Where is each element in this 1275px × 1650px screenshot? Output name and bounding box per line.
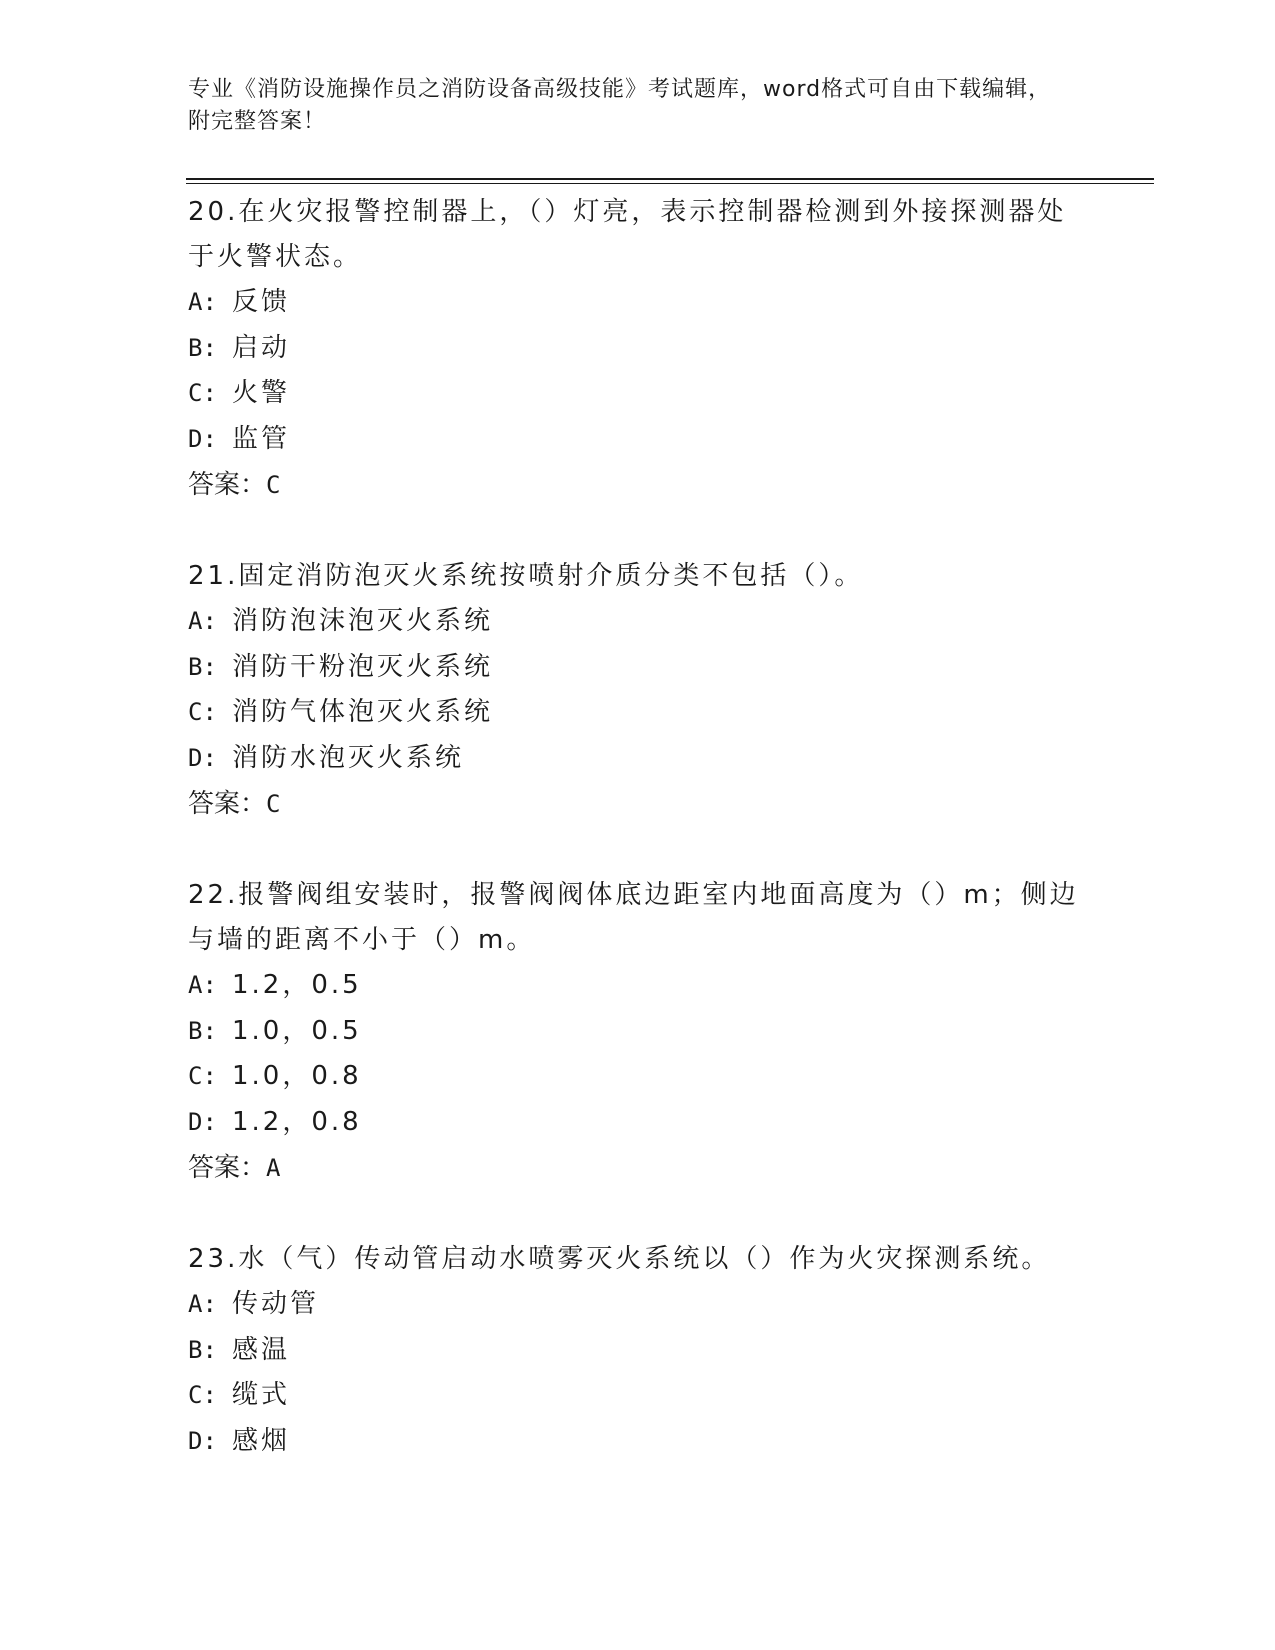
option-a	[188, 1282, 1088, 1328]
question-stem: 23.水（气）传动管启动水喷雾灭火系统以（）作为火灾探测系统。	[188, 1244, 1051, 1274]
question-21	[188, 554, 1088, 827]
header-divider-thin	[186, 183, 1154, 184]
option-c	[188, 1054, 1088, 1100]
option-b	[188, 645, 1088, 691]
option-text: 1.2，0.8	[232, 1106, 362, 1137]
answer-label: 答案：	[188, 470, 267, 500]
answer-value: A	[266, 1154, 281, 1182]
option-d	[188, 1100, 1088, 1146]
option-text: 消防干粉泡灭火系统	[232, 651, 494, 682]
document-intro: 专业《消防设施操作员之消防设备高级技能》考试题库，word格式可自由下载编辑，附完整答案！	[188, 77, 1052, 134]
answer-value: C	[266, 790, 281, 818]
answer-line	[188, 1145, 1088, 1191]
option-b	[188, 1009, 1088, 1055]
answer-line	[188, 781, 1088, 827]
question-22	[188, 873, 1088, 1191]
option-letter: D:	[188, 424, 217, 453]
option-letter: C:	[188, 379, 217, 407]
option-letter: B:	[188, 333, 217, 362]
question-23	[188, 1237, 1088, 1464]
option-text: 1.0，0.5	[232, 1015, 362, 1046]
option-b	[188, 326, 1088, 372]
option-letter: B:	[188, 1016, 217, 1045]
question-stem: 22.报警阀组安装时，报警阀阀体底边距室内地面高度为（）m；侧边与墙的距离不小于（）m。	[188, 880, 1079, 955]
option-letter: D:	[188, 1107, 217, 1136]
option-letter: A:	[188, 1290, 217, 1318]
option-letter: A:	[188, 971, 217, 999]
option-text: 反馈	[232, 287, 291, 317]
answer-value: C	[266, 471, 281, 499]
option-text: 监管	[232, 423, 291, 454]
option-letter: D:	[188, 743, 217, 772]
option-text: 消防泡沫泡灭火系统	[232, 606, 494, 636]
option-letter: B:	[188, 652, 217, 681]
option-text: 消防气体泡灭火系统	[232, 697, 494, 727]
option-c	[188, 690, 1088, 736]
option-text: 消防水泡灭火系统	[232, 742, 465, 773]
option-a	[188, 599, 1088, 645]
option-c	[188, 371, 1088, 417]
answer-label: 答案：	[188, 789, 267, 819]
option-a	[188, 963, 1088, 1009]
answer-line	[188, 462, 1088, 508]
option-d	[188, 417, 1088, 463]
option-letter: C:	[188, 1381, 217, 1409]
question-stem: 21.固定消防泡灭火系统按喷射介质分类不包括（）。	[188, 561, 864, 591]
option-letter: A:	[188, 288, 217, 316]
option-letter: D:	[188, 1426, 217, 1455]
option-text: 启动	[232, 332, 291, 363]
option-text: 1.0，0.8	[232, 1061, 362, 1091]
option-letter: B:	[188, 1335, 217, 1364]
option-text: 传动管	[232, 1289, 320, 1319]
option-letter: C:	[188, 698, 217, 726]
question-stem: 20.在火灾报警控制器上，（）灯亮，表示控制器检测到外接探测器处于火警状态。	[188, 197, 1067, 272]
option-text: 火警	[232, 378, 291, 408]
option-a	[188, 280, 1088, 326]
option-text: 缆式	[232, 1380, 291, 1410]
header-divider-thick	[186, 178, 1154, 180]
option-d	[188, 736, 1088, 782]
option-text: 1.2，0.5	[232, 970, 362, 1000]
option-c	[188, 1373, 1088, 1419]
option-b	[188, 1328, 1088, 1374]
question-list	[188, 190, 1088, 1510]
option-d	[188, 1419, 1088, 1465]
option-text: 感烟	[232, 1425, 291, 1456]
answer-label: 答案：	[188, 1153, 267, 1183]
option-text: 感温	[232, 1334, 291, 1365]
option-letter: A:	[188, 607, 217, 635]
question-20	[188, 190, 1088, 508]
option-letter: C:	[188, 1062, 217, 1090]
